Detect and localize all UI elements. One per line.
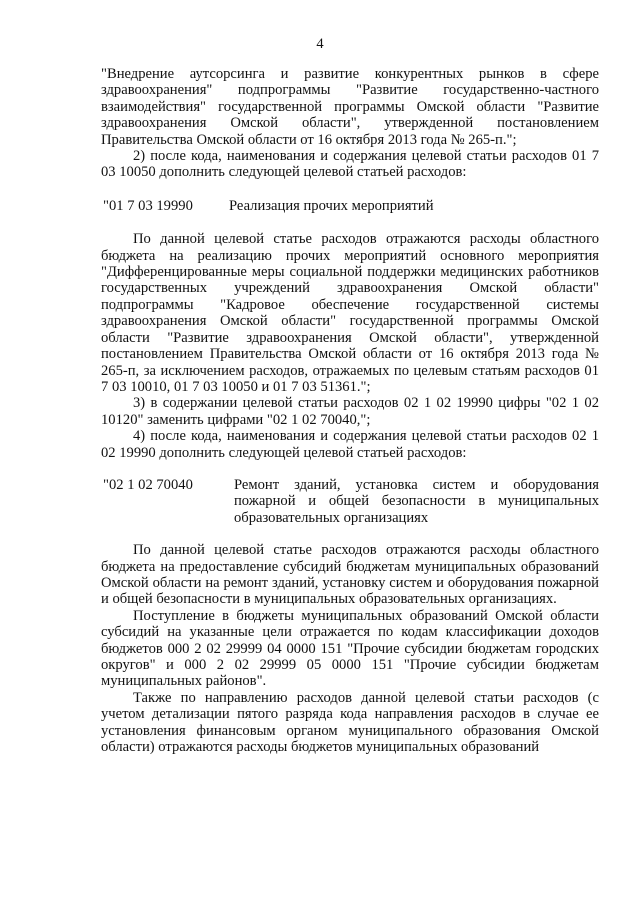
budget-entry-01-7-03-19990 (103, 198, 599, 214)
page-number: 4 (316, 36, 324, 52)
entry-code: "02 1 02 70040 (103, 476, 193, 493)
paragraph-revenue: Поступление в бюджеты муниципальных образований Омской области субсидий на указанные цели отражается по кодам классификации доходов бюджетов 000 2 02 29999 04 0000 151 "Прочие субсидии бюджетам городских округов" и 000 2 02 29999 05 0000 151 "Прочие субсидии бюджетам муниципальных районов". (101, 607, 599, 690)
document-body (101, 66, 599, 755)
paragraph-item-2: 2) после кода, наименования и содержания целевой статьи расходов 01 7 03 10050 дополнить следующей целевой статьей расходов: (101, 148, 599, 181)
paragraph-outsourcing: "Внедрение аутсорсинга и развитие конкурентных рынков в сфере здравоохранения" подпрограммы "Развитие государственно-частного взаимодействия" государственной программы Омской области "Развитие здравоохранения Омской области", утвержденной постановлением Правительства Омской области от 16 октября 2013 года № 265-п."; (101, 66, 599, 148)
paragraph-item-4: 4) после кода, наименования и содержания целевой статьи расходов 02 1 02 19990 дополнить следующей целевой статьей расходов: (101, 428, 599, 461)
budget-entry-02-1-02-70040 (103, 477, 599, 526)
paragraph-entry1-description: По данной целевой статье расходов отражаются расходы областного бюджета на реализацию прочих мероприятий основного мероприятия "Дифференцированные меры социальной поддержки медицинских работников государственных учреждений здравоохранения Омской области" подпрограммы "Кадровое обеспечение государственной системы здравоохранения Омской области" государственной программы Омской области "Развитие здравоохранения Омской области", утвержденной постановлением Правительства Омской области от 16 октября 2013 года № 265-п, за исключением расходов, отражаемых по целевым статьям расходов 01 7 03 10010, 01 7 03 10050 и 01 7 03 51361."; (101, 231, 599, 395)
entry-code: "01 7 03 19990 (103, 197, 193, 214)
entry-title: Реализация прочих мероприятий (229, 197, 434, 214)
entry-title: Ремонт зданий, установка систем и оборудования пожарной и общей безопасности в муниципальных образовательных организациях (234, 476, 599, 526)
paragraph-municipal: Также по направлению расходов данной целевой статьи расходов (с учетом детализации пятого разряда кода направления расходов в случае ее установления финансовым органом муниципального образования Омской области) отражаются расходы бюджетов муниципальных образований (101, 689, 599, 756)
paragraph-item-3: 3) в содержании целевой статьи расходов 02 1 02 19990 цифры "02 1 02 10120" заменить цифрами "02 1 02 70040,"; (101, 395, 599, 428)
paragraph-entry2-description: По данной целевой статье расходов отражаются расходы областного бюджета на предоставление субсидий бюджетам муниципальных образований Омской области на ремонт зданий, установку систем и оборудования пожарной и общей безопасности в муниципальных образовательных организациях. (101, 542, 599, 608)
